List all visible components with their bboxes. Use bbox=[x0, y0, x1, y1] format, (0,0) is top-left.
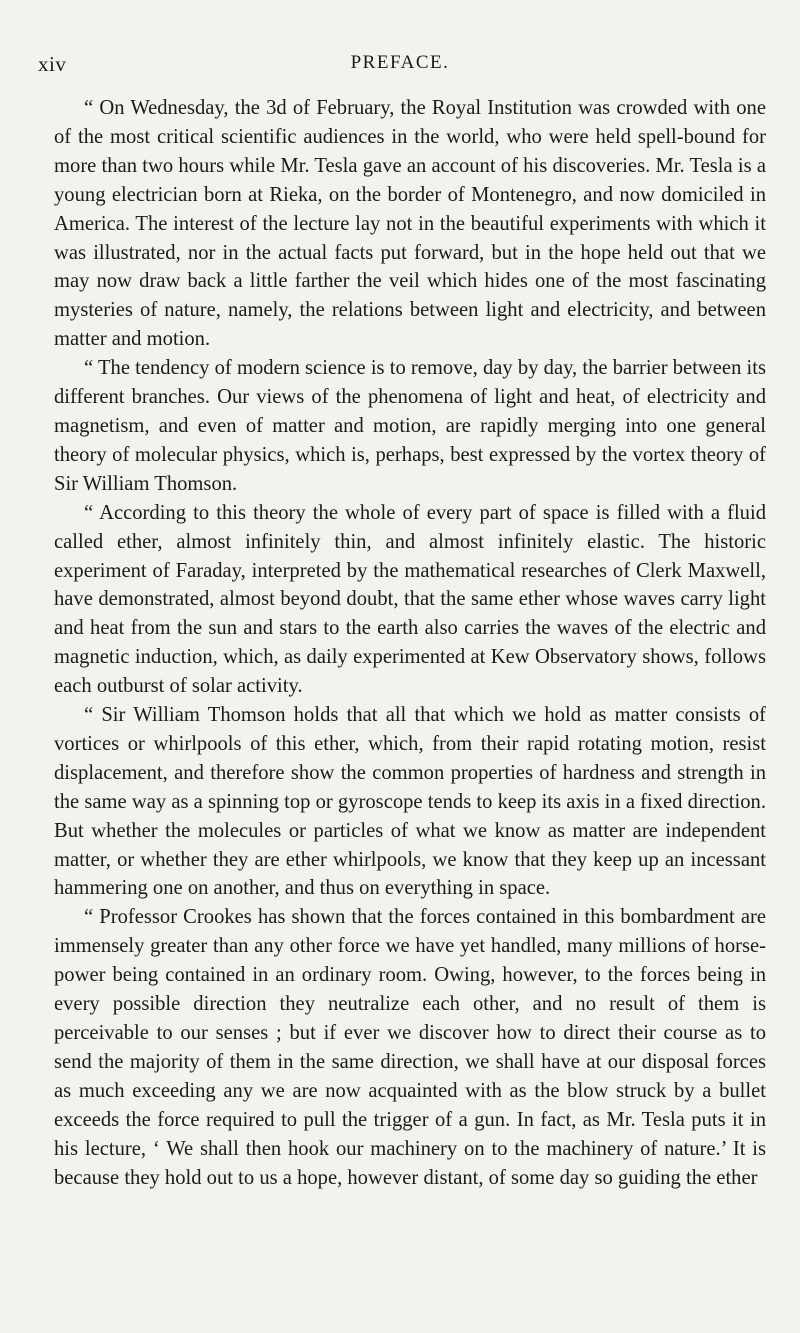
running-head bbox=[38, 52, 762, 82]
paragraph-vortex-theory: “ Sir William Thomson holds that all that which we hold as matter consists of vortices or whirlpools of this ether, which, from their rapid rotating motion, resist displacement, and therefore show the common properties of hardness and strength in the same way as a spinning top or gyroscope tends to keep its axis in a fixed direction. But whether the molecules or particles of what we know as matter are independent matter, or whether they are ether whirlpools, we know that they keep up an incessant hammering one on another, and thus on everything in space. bbox=[54, 704, 766, 900]
paragraph-crookes-bombardment: “ Professor Crookes has shown that the forces contained in this bombardment are immensely greater than any other force we have yet handled, many millions of horse-power being contained in an ordinary room. Owing, however, to the forces being in every possible direction they neutralize each other, and no result of them is perceivable to our senses ; but if ever we discover how to direct their course as to send the majority of them in the same direction, we shall have at our disposal forces as much exceeding any we are now acquainted with as the blow struck by a bullet exceeds the force required to pull the trigger of a gun. In fact, as Mr. Tesla puts it in his lecture, ‘ We shall then hook our machinery on to the machinery of nature.’ It is because they hold out to us a hope, however distant, of some day so guiding the ether bbox=[54, 906, 766, 1189]
paragraph-modern-science: “ The tendency of modern science is to remove, day by day, the barrier between its different branches. Our views of the phenomena of light and heat, of electricity and magnetism, and even of matter and motion, are rapidly merging into one general theory of molecular physics, which is, perhaps, best expressed by the vortex theory of Sir William Thomson. bbox=[54, 357, 766, 495]
page-number: xiv bbox=[38, 52, 67, 76]
running-title: PREFACE. bbox=[350, 52, 450, 73]
paragraph-ether-theory: “ According to this theory the whole of every part of space is filled with a fluid called ether, almost infinitely thin, and almost infinitely elastic. The historic experiment of Faraday, interpreted by the mathematical researches of Clerk Maxwell, have demonstrated, almost beyond doubt, that the same ether whose waves carry light and heat from the sun and stars to the earth also carries the waves of the electric and magnetic induction, which, as daily experimented at Kew Observatory shows, follows each outburst of solar activity. bbox=[54, 501, 766, 698]
body-text bbox=[54, 94, 766, 1192]
paragraph-royal-institution: “ On Wednesday, the 3d of February, the Royal Institution was crowded with one of the most critical scientific audiences in the world, who were held spell-bound for more than two hours while Mr. Tesla gave an account of his discoveries. Mr. Tesla is a young electrician born at Rieka, on the border of Montenegro, and now domiciled in America. The interest of the lecture lay not in the beautiful experiments with which it was illustrated, nor in the actual facts put forward, but in the hope held out that we may now draw back a little farther the veil which hides one of the most fascinating mysteries of nature, namely, the relations between light and electricity, and between matter and motion. bbox=[54, 97, 766, 351]
